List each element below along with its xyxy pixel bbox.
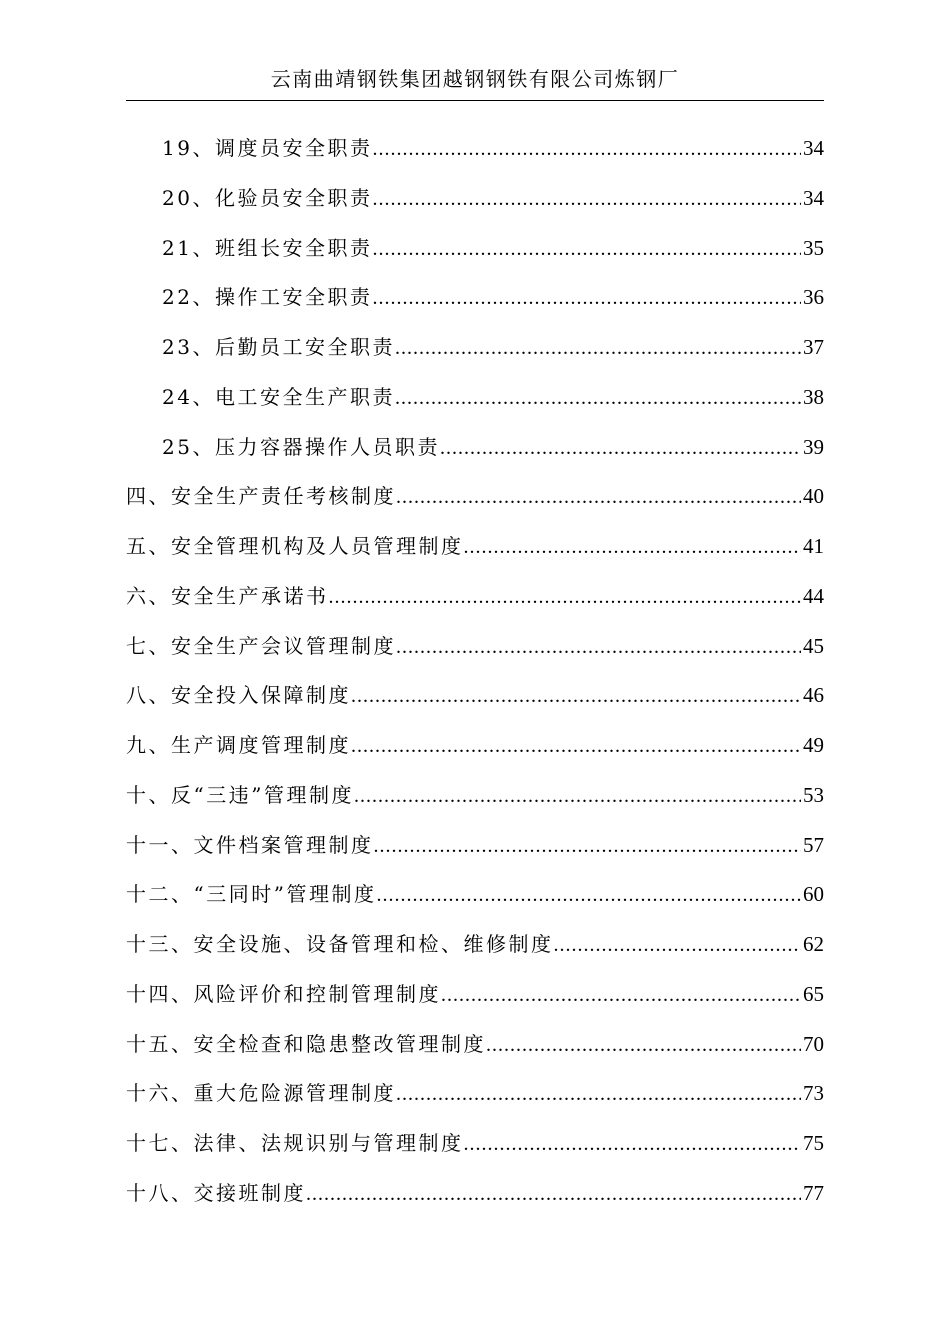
toc-entry-page: 70: [803, 1031, 824, 1056]
toc-entry[interactable]: [126, 870, 824, 920]
toc-entry-label: 十六、重大危险源管理制度: [126, 1081, 396, 1106]
toc-entry[interactable]: [126, 423, 824, 473]
toc-dot-leader: [374, 822, 802, 872]
toc-dot-leader: [441, 971, 801, 1021]
toc-dot-leader: [395, 324, 801, 374]
toc-dot-leader: [396, 1070, 801, 1120]
toc-entry-label: 25、压力容器操作人员职责: [162, 434, 440, 459]
toc-entry-page: 38: [803, 384, 824, 409]
toc-entry[interactable]: [126, 174, 824, 224]
toc-entry[interactable]: [126, 472, 824, 522]
toc-entry[interactable]: [126, 920, 824, 970]
toc-entry[interactable]: [126, 1119, 824, 1169]
toc-entry[interactable]: [126, 771, 824, 821]
toc-entry-label: 十二、“三同时”管理制度: [126, 882, 377, 907]
toc-entry[interactable]: [126, 721, 824, 771]
toc-entry-page: 75: [803, 1131, 824, 1155]
toc-entry-label: 十三、安全设施、设备管理和检、维修制度: [126, 932, 554, 956]
toc-entry[interactable]: [126, 970, 824, 1020]
toc-entry-page: 37: [803, 335, 824, 359]
toc-entry-label: 22、操作工安全职责: [162, 285, 373, 310]
toc-entry-label: 十、反“三违”管理制度: [126, 782, 354, 807]
toc-entry-page: 62: [803, 932, 824, 956]
toc-entry-label: 十一、文件档案管理制度: [126, 832, 374, 857]
toc-entry[interactable]: [126, 671, 824, 721]
toc-entry[interactable]: [126, 323, 824, 373]
toc-dot-leader: [554, 921, 802, 971]
toc-entry[interactable]: [126, 1020, 824, 1070]
toc-entry-page: 39: [803, 434, 824, 459]
toc-entry-page: 44: [803, 583, 824, 608]
toc-entry-page: 57: [803, 832, 824, 857]
toc-entry-page: 46: [803, 683, 824, 708]
toc-dot-leader: [396, 473, 801, 523]
toc-dot-leader: [372, 175, 801, 225]
toc-entry-label: 19、调度员安全职责: [162, 136, 373, 160]
toc-entry-label: 20、化验员安全职责: [162, 185, 373, 210]
toc-entry[interactable]: [126, 124, 824, 174]
toc-entry-label: 十七、法律、法规识别与管理制度: [126, 1131, 464, 1155]
page-header: [126, 62, 824, 101]
toc-dot-leader: [440, 424, 801, 474]
toc-dot-leader: [396, 623, 801, 673]
toc-dot-leader: [306, 1170, 801, 1220]
toc-entry[interactable]: [126, 1169, 824, 1219]
toc-entry-label: 24、电工安全生产职责: [162, 384, 395, 409]
toc-entry-label: 九、生产调度管理制度: [126, 733, 351, 757]
toc-dot-leader: [376, 871, 801, 921]
toc-entry-label: 十五、安全检查和隐患整改管理制度: [126, 1031, 486, 1056]
toc-entry-label: 四、安全生产责任考核制度: [126, 484, 396, 509]
toc-dot-leader: [372, 274, 801, 324]
toc-entry[interactable]: [126, 522, 824, 572]
toc-entry[interactable]: [126, 622, 824, 672]
toc-entry[interactable]: [126, 373, 824, 423]
toc-entry-page: 49: [803, 733, 824, 757]
toc-entry-label: 五、安全管理机构及人员管理制度: [126, 534, 464, 558]
header-title: 云南曲靖钢铁集团越钢钢铁有限公司炼钢厂: [270, 67, 680, 91]
toc-entry-page: 65: [803, 981, 824, 1006]
toc-dot-leader: [395, 374, 801, 424]
toc-entry-page: 35: [803, 235, 824, 260]
toc-entry[interactable]: [126, 224, 824, 274]
toc-entry[interactable]: [126, 273, 824, 323]
table-of-contents: [126, 124, 824, 1219]
toc-entry-label: 23、后勤员工安全职责: [162, 335, 395, 359]
toc-entry-page: 73: [803, 1081, 824, 1106]
toc-dot-leader: [351, 722, 801, 772]
toc-entry-page: 77: [803, 1180, 824, 1205]
toc-dot-leader: [351, 672, 801, 722]
toc-entry-page: 34: [803, 185, 824, 210]
toc-entry[interactable]: [126, 821, 824, 871]
toc-entry[interactable]: [126, 572, 824, 622]
toc-entry-label: 21、班组长安全职责: [162, 235, 373, 260]
toc-entry[interactable]: [126, 1069, 824, 1119]
toc-entry-page: 36: [803, 285, 824, 310]
toc-entry-label: 十四、风险评价和控制管理制度: [126, 981, 441, 1006]
toc-entry-page: 41: [803, 534, 824, 558]
toc-entry-page: 45: [803, 633, 824, 658]
toc-entry-page: 34: [803, 136, 824, 160]
toc-entry-page: 40: [803, 484, 824, 509]
toc-dot-leader: [354, 772, 801, 822]
toc-dot-leader: [329, 573, 802, 623]
toc-dot-leader: [486, 1021, 801, 1071]
toc-dot-leader: [372, 225, 801, 275]
toc-entry-label: 十八、交接班制度: [126, 1180, 306, 1205]
toc-entry-page: 53: [803, 782, 824, 807]
toc-entry-label: 七、安全生产会议管理制度: [126, 633, 396, 658]
toc-dot-leader: [372, 125, 801, 175]
toc-entry-label: 六、安全生产承诺书: [126, 583, 329, 608]
toc-entry-page: 60: [803, 882, 824, 907]
toc-dot-leader: [464, 1120, 802, 1170]
toc-entry-label: 八、安全投入保障制度: [126, 683, 351, 708]
toc-dot-leader: [464, 523, 802, 573]
